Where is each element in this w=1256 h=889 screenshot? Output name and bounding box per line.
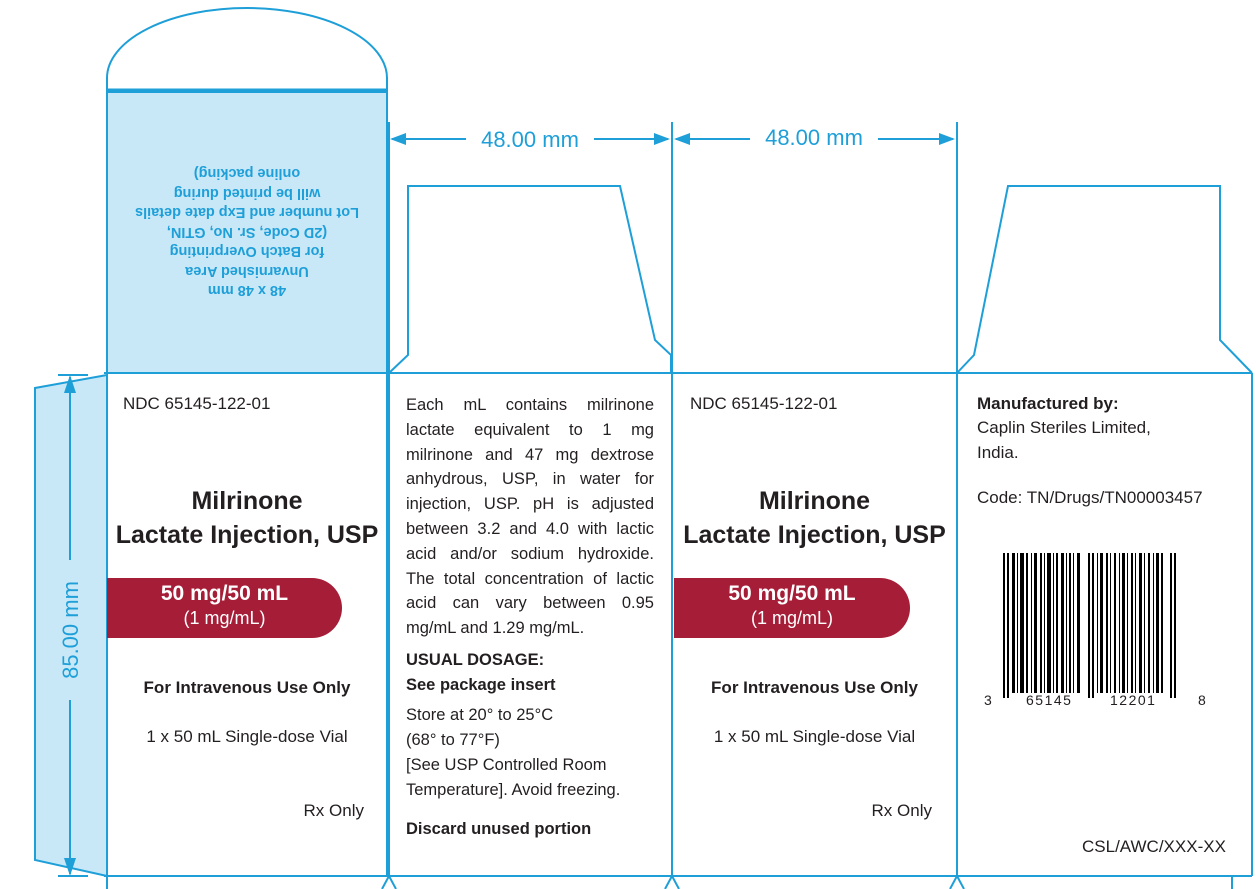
route-of-administration-2: For Intravenous Use Only <box>711 678 918 697</box>
storage-line-3: [See USP Controlled Room <box>406 756 607 774</box>
unvarnished-line-4: (2D Code, Sr. No, GTIN, <box>166 223 328 240</box>
upc-barcode <box>998 553 1194 708</box>
manufacturer-name: Caplin Steriles Limited, <box>977 418 1151 437</box>
brand-name-line-2-2: Lactate Injection, USP <box>683 521 946 549</box>
dust-flap-right <box>957 186 1252 373</box>
height-dimension: 85.00 mm <box>58 581 83 679</box>
manufactured-by-label: Manufactured by: <box>977 394 1119 413</box>
ndc-number-2: NDC 65145-122-01 <box>690 394 838 413</box>
route-of-administration: For Intravenous Use Only <box>143 678 351 697</box>
package-size-2: 1 x 50 mL Single-dose Vial <box>713 727 916 746</box>
composition-text: Each mL contains milrinone lactate equivalent to 1 mg milrinone and 47 mg dextrose anhydrous, USP, in water for injection, USP. pH is adjusted between 3.2 and 4.0 with lactic acid and/or sodium hydroxide. The total concentration of lactic acid can vary between 0.95 mg/mL and 1.29 mg/mL. <box>406 396 654 638</box>
strength-main: 50 mg/50 mL <box>160 582 289 605</box>
tuck-flap-outline <box>107 8 387 92</box>
storage-line-4: Temperature]. Avoid freezing. <box>406 781 621 799</box>
unvarnished-line-7: online packing) <box>193 165 301 182</box>
barcode-left-group: 65145 <box>1026 692 1073 708</box>
unvarnished-area <box>108 92 386 370</box>
unvarnished-line-1: 48 x 48 mm <box>207 282 287 299</box>
strength-banner-2 <box>674 578 910 638</box>
strength-main-2: 50 mg/50 mL <box>728 582 856 605</box>
rx-only: Rx Only <box>303 801 364 820</box>
dust-flap-left <box>389 186 671 373</box>
storage-line-2: (68° to 77°F) <box>406 731 500 749</box>
brand-name-line-1: Milrinone <box>191 487 303 515</box>
strength-concentration-2: (1 mg/mL) <box>750 608 833 628</box>
barcode-lead-digit: 3 <box>984 692 994 708</box>
dosage-text: See package insert <box>406 676 556 694</box>
license-code: Code: TN/Drugs/TN00003457 <box>977 488 1203 507</box>
dosage-heading: USUAL DOSAGE: <box>406 651 545 669</box>
barcode-right-group: 12201 <box>1110 692 1157 708</box>
unvarnished-line-3: for Batch Overprinting <box>169 243 325 260</box>
storage-line-1: Store at 20° to 25°C <box>406 706 554 724</box>
barcode-check-digit: 8 <box>1198 692 1208 708</box>
unvarnished-line-5: Lot number and Exp date details <box>135 204 359 221</box>
artwork-code: CSL/AWC/XXX-XX <box>1082 837 1226 856</box>
unvarnished-line-2: Unvarnished Area <box>185 262 309 279</box>
width-dimension-1: 48.00 mm <box>481 127 579 152</box>
strength-concentration: (1 mg/mL) <box>183 608 266 628</box>
package-size: 1 x 50 mL Single-dose Vial <box>146 727 348 746</box>
width-dimension-2: 48.00 mm <box>765 125 863 150</box>
manufacturer-country: India. <box>977 443 1019 462</box>
unvarnished-text <box>135 163 359 300</box>
unvarnished-line-6: will be printed during <box>173 184 321 201</box>
discard-note: Discard unused portion <box>406 820 592 838</box>
ndc-number: NDC 65145-122-01 <box>123 394 271 413</box>
rx-only-2: Rx Only <box>871 801 932 820</box>
brand-name-line-1-2: Milrinone <box>758 487 871 515</box>
brand-name-line-2: Lactate Injection, USP <box>115 521 379 549</box>
strength-banner <box>107 578 342 638</box>
